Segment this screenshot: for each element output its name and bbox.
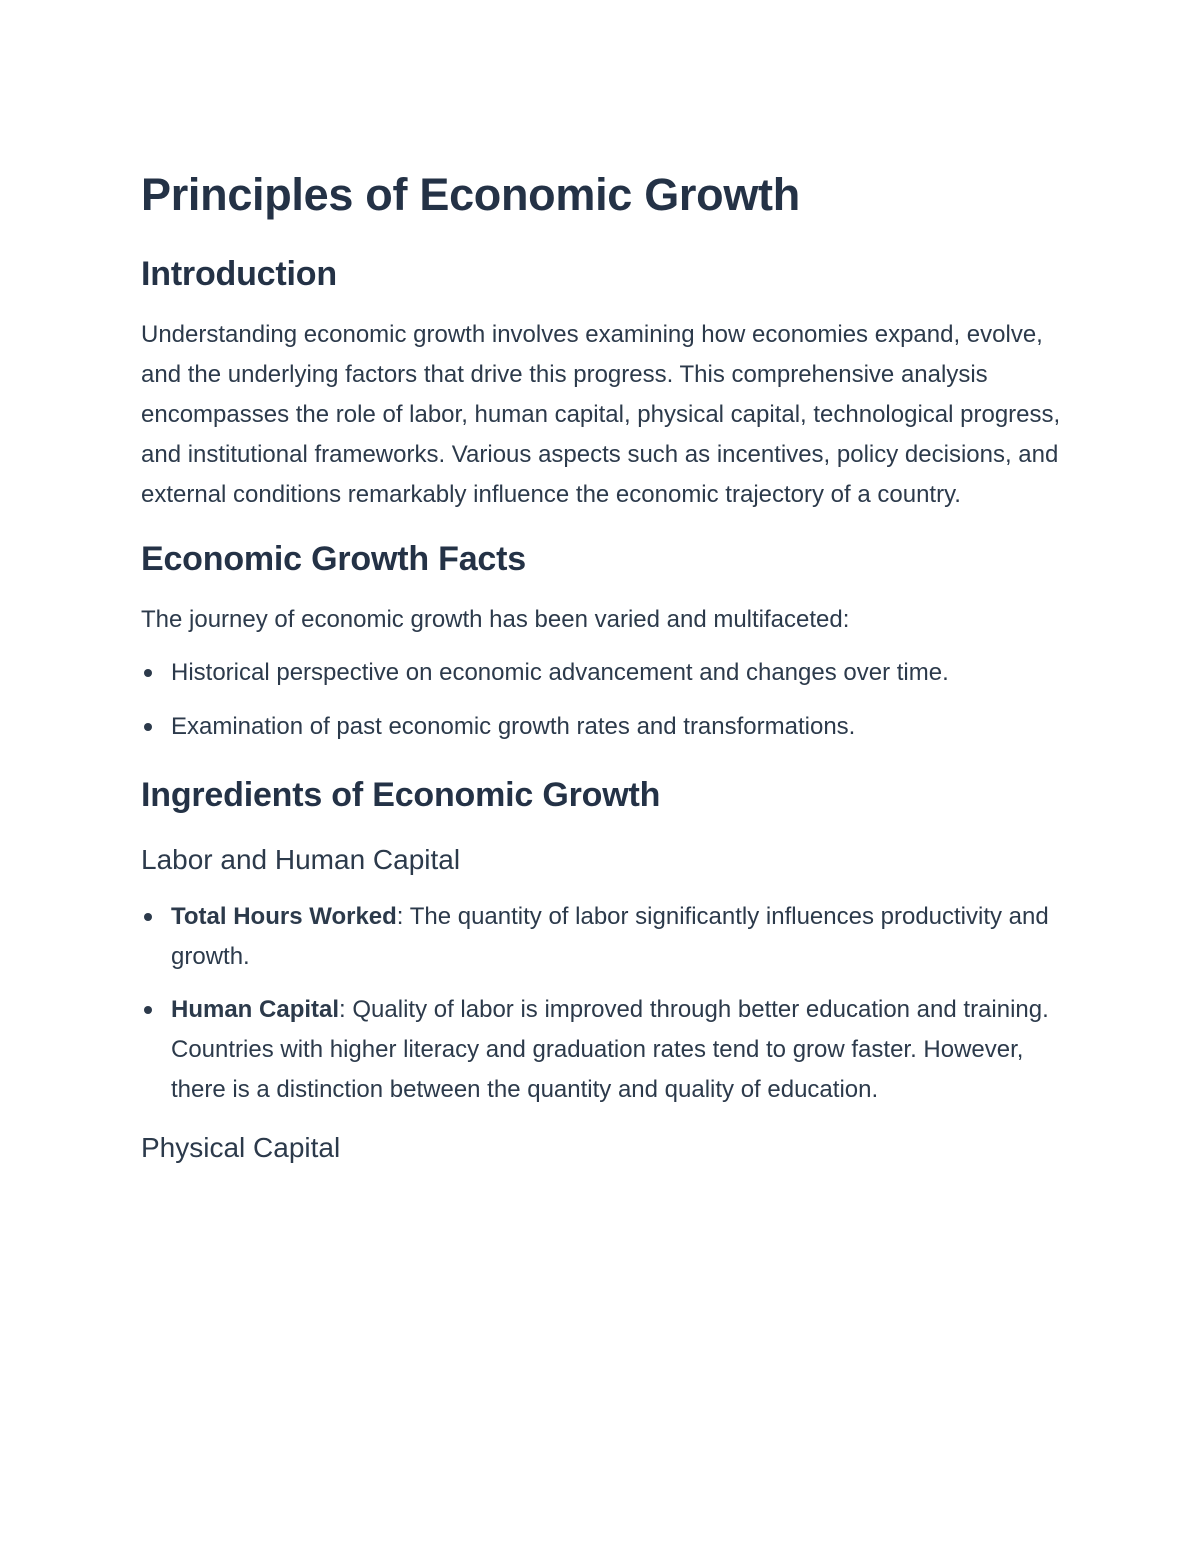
list-item <box>141 707 1061 747</box>
list-item <box>141 990 1061 1110</box>
list-item-term: Total Hours Worked <box>171 903 397 930</box>
document-title: Principles of Economic Growth <box>141 169 800 220</box>
introduction-heading: Introduction <box>141 255 337 293</box>
bullet-icon <box>144 723 152 731</box>
bullet-icon <box>144 1006 152 1014</box>
document-page <box>141 165 1061 1166</box>
list-item <box>141 653 1061 693</box>
facts-list <box>141 653 1061 747</box>
bullet-icon <box>144 669 152 677</box>
list-item <box>141 897 1061 977</box>
bullet-icon <box>144 913 152 921</box>
list-item-text: : Quality of labor is improved through better education and training. Countries with higher literacy and graduation rates tend to grow faster. However, there is a distinction between the quantity and quality of education. <box>171 996 1049 1103</box>
introduction-paragraph: Understanding economic growth involves examining how economies expand, evolve, and the underlying factors that drive this progress. This comprehensive analysis encompasses the role of labor, human capital, physical capital, technological progress, and institutional frameworks. Various aspects such as incentives, policy decisions, and external conditions remarkably influence the economic trajectory of a country. <box>141 321 1061 508</box>
physical-capital-subheading: Physical Capital <box>141 1132 341 1163</box>
list-item-text: Examination of past economic growth rates and transformations. <box>171 713 856 740</box>
labor-list <box>141 897 1061 1110</box>
list-item-text: : The quantity of labor significantly influences productivity and growth. <box>171 903 1049 970</box>
labor-subheading: Labor and Human Capital <box>141 844 461 875</box>
list-item-term: Human Capital <box>171 996 340 1023</box>
facts-heading: Economic Growth Facts <box>141 540 526 578</box>
list-item-text: Historical perspective on economic advancement and changes over time. <box>171 659 949 686</box>
facts-intro: The journey of economic growth has been varied and multifaceted: <box>141 606 850 633</box>
ingredients-heading: Ingredients of Economic Growth <box>141 776 661 814</box>
